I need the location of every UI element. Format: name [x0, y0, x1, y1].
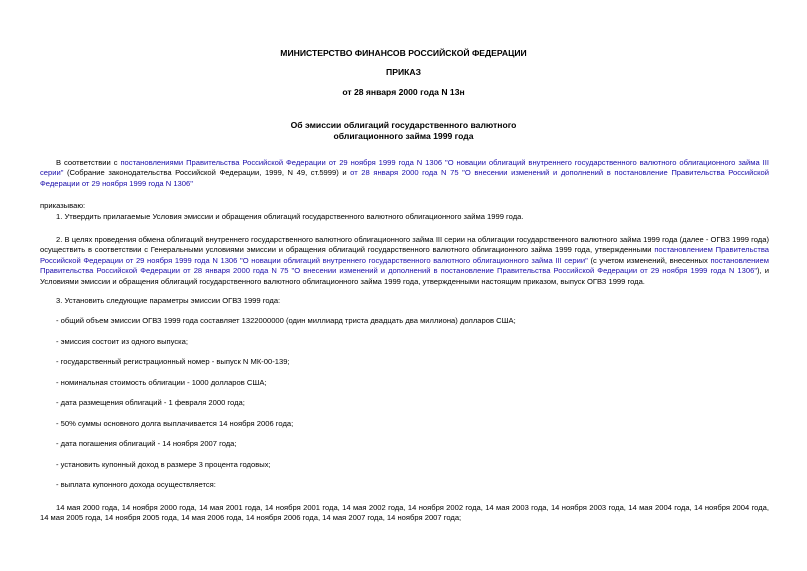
- param-item: - 50% суммы основного долга выплачивается 14 ноября 2006 года;: [56, 419, 294, 428]
- item-2-text-2: (с учетом изменений, внесенных: [587, 255, 711, 265]
- doc-date-number: от 28 января 2000 года N 13н: [342, 87, 465, 97]
- preamble-text-2: (Собрание законодательства Российской Федерации, 1999, N 49, ст.5999) и: [63, 168, 351, 178]
- param-item: - эмиссия состоит из одного выпуска;: [56, 337, 188, 346]
- param-item: - общий объем эмиссии ОГВЗ 1999 года составляет 1322000000 (один миллиард триста двадцать два миллиона) долларов США;: [56, 316, 516, 325]
- link-item2-decree-1306[interactable]: постановлением Правительства Российской Федерации от 29 ноября 1999 года N 1306 "О новации облигаций внутреннего государственного валютного облигационного займа III серии": [40, 245, 770, 265]
- param-item: - дата размещения облигаций - 1 февраля 2000 года;: [56, 398, 245, 407]
- preamble-text-1: В соответствии с: [56, 158, 121, 167]
- doc-type: ПРИКАЗ: [386, 67, 421, 77]
- param-item: - выплата купонного дохода осуществляется:: [56, 480, 216, 489]
- subject-line-1: Об эмиссии облигаций государственного валютного: [290, 120, 517, 130]
- subject-line-2: облигационного займа 1999 года: [333, 131, 474, 141]
- item-3: 3. Установить следующие параметры эмиссии ОГВЗ 1999 года:: [56, 296, 281, 305]
- item-2-text-3: ), и Условиями эмиссии и обращения облигаций государственного валютного облигационного займа 1999 года, утвержденными настоящим приказом, выпуск ОГВЗ 1999 года.: [40, 266, 769, 286]
- param-item: - государственный регистрационный номер - выпуск N МК-00-139;: [56, 357, 290, 366]
- ministry-title: МИНИСТЕРСТВО ФИНАНСОВ РОССИЙСКОЙ ФЕДЕРАЦИИ: [280, 48, 527, 58]
- link-decree-75[interactable]: от 28 января 2000 года N 75 "О внесении изменений и дополнений в постановление Правительства Российской Федерации от 29 ноября 1999 года N 1306": [40, 168, 769, 188]
- param-item: - номинальная стоимость облигации - 1000 долларов США;: [56, 378, 267, 387]
- item-2-text-1: 2. В целях проведения обмена облигаций внутреннего государственного валютного облигационного займа III серии на облигации государственного валютного займа 1999 года (далее - ОГВЗ 1999 года) осуществить в соответствии с Генеральными условиями эмиссии и обращения облигаций государственного валютного облигационного займа 1999 года, утвержденными: [40, 235, 769, 255]
- param-item: - дата погашения облигаций - 14 ноября 2007 года;: [56, 439, 237, 448]
- preamble-paragraph: [40, 158, 769, 189]
- coupon-dates: 14 мая 2000 года, 14 ноября 2000 года, 14 мая 2001 года, 14 ноября 2001 года, 14 мая 2002 года, 14 ноября 2002 года, 14 мая 2003 года, 14 ноября 2003 года, 14 мая 2004 года, 14 ноября 2004 года, 14 мая 2005 года, 14 ноября 2005 года, 14 мая 2006 года, 14 ноября 2006 года, 14 мая 2007 года, 14 ноября 2007 года;: [40, 503, 769, 523]
- doc-subject: [200, 120, 607, 142]
- link-item2-decree-75[interactable]: постановлением Правительства Российской Федерации от 28 января 2000 года N 75 "О внесении изменений и дополнений в постановление Правительства Российской Федерации от 29 ноября 1999 года N 1306": [40, 255, 769, 276]
- prikazyvayu-label: приказываю:: [40, 201, 86, 210]
- link-decree-1306[interactable]: постановлениями Правительства Российской Федерации от 29 ноября 1999 года N 1306 "О новации облигаций внутреннего государственного валютного облигационного займа III серии": [40, 158, 769, 178]
- item-2-paragraph: [40, 235, 769, 287]
- param-item: - установить купонный доход в размере 3 процента годовых;: [56, 460, 271, 469]
- item-1: 1. Утвердить прилагаемые Условия эмиссии и обращения облигаций государственного валютного облигационного займа 1999 года.: [56, 212, 524, 221]
